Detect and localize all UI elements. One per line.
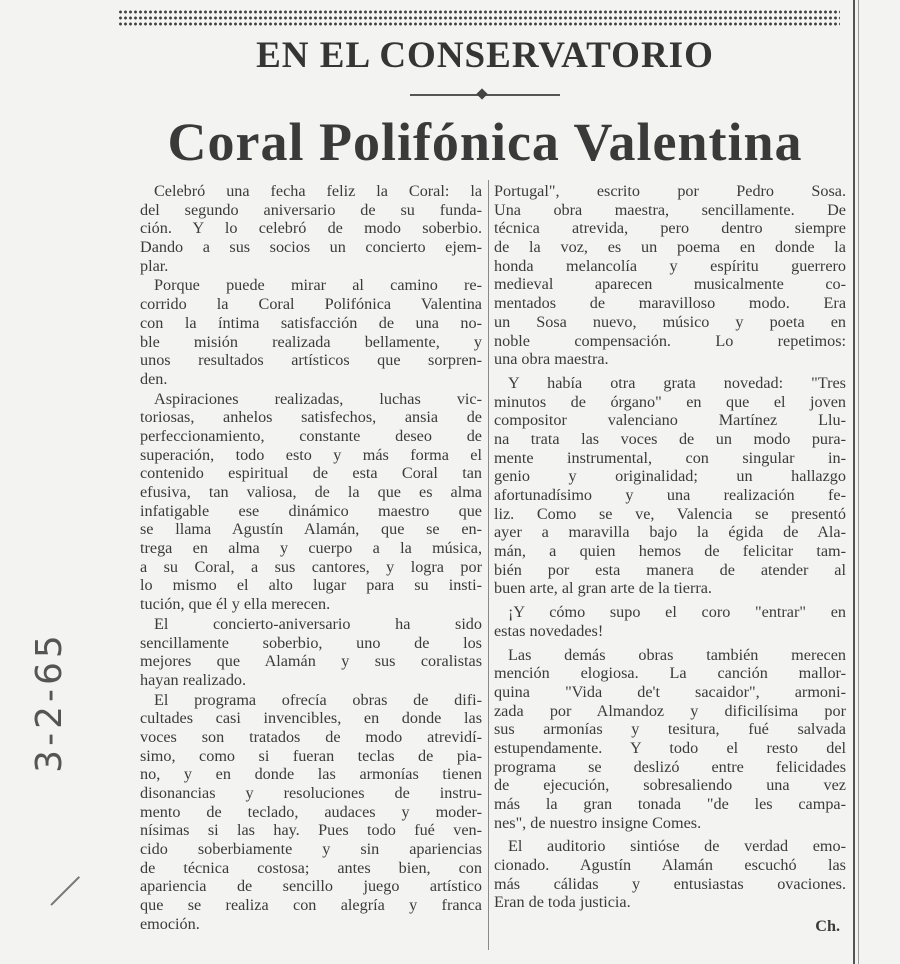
text-line: medieval aparecen musicalmente co- [494, 275, 846, 294]
dotted-top-border [118, 9, 840, 27]
text-line: más la gran tonada "de les campa- [494, 795, 846, 813]
text-line: unos resultados artísticos que sorpren- [140, 351, 482, 370]
text-line: quina "Vida de't sacaidor", armoni- [494, 682, 846, 701]
text-line: contenido espiritual de esta Coral tan [140, 464, 482, 483]
text-line: no, y en donde las armonías tienen [140, 765, 482, 784]
text-line: minutos de órgano" en que el joven [494, 392, 846, 411]
text-line: de técnica costosa; antes bien, con [140, 858, 482, 877]
text-line: sus armonías y tesitura, fué salvada [494, 720, 846, 739]
text-line: técnica atrevida, pero dentro siempre [494, 219, 846, 238]
text-line: mejores que Alamán y sus coralistas [140, 652, 482, 671]
text-line: buen arte, al gran arte de la tierra. [494, 579, 712, 598]
text-line: hayan realizado. [140, 670, 247, 689]
text-line: emoción. [140, 914, 200, 933]
text-line: que se realiza con alegría y franca [140, 896, 482, 915]
text-line: corrido la Coral Polifónica Valentina [140, 295, 482, 314]
text-line: estas novedades! [494, 621, 604, 640]
paragraph [494, 182, 846, 369]
text-line: tución, que él y ella merecen. [140, 595, 331, 614]
text-line: compositor valenciano Martínez Llu- [494, 411, 846, 430]
text-line: Portugal", escrito por Pedro Sosa. [494, 182, 846, 200]
text-line: ble misión realizada bellamente, y [140, 332, 482, 351]
text-line: mente instrumental, con singular in- [494, 448, 846, 467]
text-line: Dando a sus socios un concierto ejem- [140, 238, 482, 257]
text-line: na trata las voces de un modo pura- [494, 429, 846, 448]
text-line: disonancias y resoluciones de instru- [140, 784, 482, 802]
text-line: cido soberbiamente y sin apariencias [140, 840, 482, 859]
text-line: nes", de nuestro insigne Comes. [494, 813, 702, 832]
text-line: mento de teclado, audaces y moder- [140, 802, 482, 821]
clipping-edge-rule-thin [858, 0, 859, 964]
text-line: de ejecución, sobresaliendo una vez [494, 776, 846, 795]
text-line: Aspiraciones realizadas, luchas vic- [154, 389, 482, 408]
text-line: con la íntima satisfacción de una no- [140, 313, 482, 332]
text-line: cionado. Agustín Alamán escuchó las [494, 856, 846, 875]
text-line: trega en alma y cuerpo a la música, [140, 539, 482, 558]
text-line: superación, todo esto y más forma el [140, 445, 482, 464]
text-line: honda melancolía y espíritu guerrero [494, 256, 846, 275]
text-line: Una obra maestra, sencillamente. De [494, 200, 846, 219]
diamond-ornament-icon [476, 88, 487, 99]
paragraph [140, 615, 482, 690]
column-divider [488, 180, 489, 950]
text-line: mención elogiosa. La canción mallor- [494, 664, 846, 683]
text-line: programa se deslizó entre felicidades [494, 757, 846, 776]
text-line: plar. [140, 256, 169, 275]
paragraph [494, 603, 846, 640]
handwritten-date: 3-2-65 [29, 631, 70, 773]
text-line: toriosas, anhelos satisfechos, ansia de [140, 408, 482, 427]
text-line: más cálidas y entusiastas ovaciones. [494, 874, 846, 893]
text-line: infatigable ese dinámico maestro que [140, 501, 482, 520]
text-line: nísimas si las hay. Pues todo fué ven- [140, 821, 482, 840]
text-line: El concierto-aniversario ha sido [154, 614, 482, 633]
text-line: estupendamente. Y todo el resto del [494, 738, 846, 757]
paragraph [494, 646, 846, 833]
text-line: zada por Almandoz y dificilísima por [494, 701, 846, 720]
text-line: El auditorio sintióse de verdad emo- [508, 837, 846, 856]
article-column-left [140, 182, 482, 935]
paragraph [140, 182, 482, 275]
text-line: perfeccionamiento, constante deseo de [140, 426, 482, 445]
text-line: El programa ofrecía obras de difi- [154, 690, 482, 709]
text-line: voces son tratados de modo atrevidí- [140, 727, 482, 746]
text-line: se llama Agustín Alamán, que se en- [140, 520, 482, 539]
text-line: cultades casi invencibles, en donde las [140, 709, 482, 728]
text-line: Las demás obras también merecen [508, 645, 846, 664]
text-line: apariencia de sencillo juego artístico [140, 877, 482, 896]
text-line: mentados de maravilloso modo. Era [494, 294, 846, 313]
ornamental-rule [410, 93, 560, 96]
text-line: Y había otra grata novedad: "Tres [508, 373, 846, 392]
paragraph [140, 691, 482, 934]
text-line: ción. Y lo celebró de modo soberbio. [140, 219, 482, 238]
article-column-right [494, 182, 846, 936]
text-line: mán, a quien hemos de felicitar tam- [494, 542, 846, 561]
author-signature: Ch. [815, 917, 840, 936]
text-line: del segundo aniversario de su funda- [140, 200, 482, 219]
text-line: Eran de toda justicia. [494, 893, 631, 912]
text-line: sencillamente soberbio, uno de los [140, 633, 482, 652]
text-line: lo mismo el alto lugar para su insti- [140, 576, 482, 595]
text-line: liz. Como se ve, Valencia se presentó [494, 504, 846, 523]
text-line: ¡Y cómo supo el coro "entrar" en [508, 603, 846, 622]
text-line: un Sosa nuevo, músico y poeta en [494, 312, 846, 331]
text-line: ayer a maravilla bajo la égida de Ala- [494, 523, 846, 542]
text-line: afortunadísimo y una realización fe- [494, 486, 846, 504]
text-line: una obra maestra. [494, 350, 609, 369]
paragraph [494, 374, 846, 598]
paragraph [494, 837, 846, 912]
paragraph [140, 276, 482, 388]
text-line: bién por esta manera de atender al [494, 560, 846, 579]
text-line: genio y originalidad; un hallazgo [494, 467, 846, 486]
article-headline: Coral Polifónica Valentina [167, 112, 803, 172]
text-line: Porque puede mirar al camino re- [154, 276, 482, 295]
clipping-edge-rule [853, 0, 855, 964]
section-kicker: EN EL CONSERVATORIO [256, 35, 714, 76]
pen-mark [50, 876, 79, 905]
paragraph [140, 390, 482, 614]
text-line: Celebró una fecha feliz la Coral: la [154, 182, 482, 200]
text-line: den. [140, 369, 168, 388]
text-line: a su Coral, a sus cantores, y logra por [140, 557, 482, 576]
text-line: de la voz, es un poema en donde la [494, 238, 846, 257]
text-line: noble compensación. Lo repetimos: [494, 331, 846, 350]
text-line: simo, como si fueran teclas de pia- [140, 746, 482, 765]
text-line: efusiva, tan valiosa, de la que es alma [140, 483, 482, 501]
